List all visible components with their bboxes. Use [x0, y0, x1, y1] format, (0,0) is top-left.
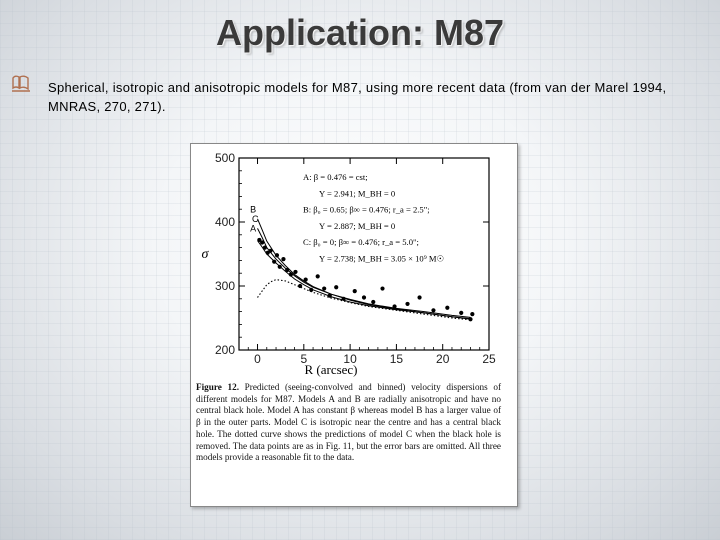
data-point	[417, 295, 421, 299]
y-tick-label: 500	[214, 151, 235, 165]
data-point	[281, 257, 285, 261]
data-point	[468, 317, 472, 321]
data-point	[459, 311, 463, 315]
legend-line: B: β₀ = 0.65; β∞ = 0.476; r_a = 2.5";	[303, 204, 430, 215]
slide-title: Application: M87	[215, 12, 505, 53]
legend-line: A: β = 0.476 = cst;	[303, 172, 368, 182]
data-point	[470, 312, 474, 316]
x-tick-label: 10	[343, 352, 357, 366]
data-point	[260, 240, 264, 244]
x-tick-label: 5	[300, 352, 308, 366]
data-point	[263, 246, 267, 250]
y-tick-label: 300	[214, 279, 235, 293]
curve-label-c: C	[251, 214, 259, 224]
data-point	[268, 249, 272, 253]
data-point	[380, 286, 384, 290]
data-point	[293, 270, 297, 274]
x-tick-label: 15	[389, 352, 404, 366]
caption-text: Predicted (seeing-convolved and binned) velocity dispersions of different models for M87. Models A and B are radially anisotropic and have no central black hole. Model A has constant β whereas model B has a larger value of β in the outer parts. Model C is isotropic near the centre and has a central black hole. The dotted curve shows the predictions of model C when the black hole is removed. The data points are as in Fig. 11, but the error bars are omitted. All three models provide a reasonable fit to the data.	[196, 382, 502, 463]
legend-line: Υ = 2.941; M_BH = 0	[319, 188, 396, 199]
data-point	[353, 289, 357, 293]
x-axis-title: R (arcsec)	[304, 362, 358, 377]
data-point	[334, 285, 338, 289]
figure-panel	[190, 143, 518, 507]
legend-line: Υ = 2.738; M_BH = 3.05 × 10⁹ M☉	[319, 253, 445, 264]
data-point	[342, 297, 346, 301]
data-point	[405, 302, 409, 306]
data-point	[316, 274, 320, 278]
data-point	[298, 284, 302, 288]
y-axis-title: σ	[201, 247, 209, 262]
data-point	[371, 300, 375, 304]
data-point	[309, 288, 313, 292]
y-tick-label: 200	[214, 343, 235, 357]
model-curve-a	[258, 241, 471, 319]
data-point	[445, 306, 449, 310]
velocity-dispersion-chart	[191, 144, 517, 380]
y-tick-label: 400	[214, 215, 235, 229]
model-curve-b	[258, 219, 471, 318]
x-tick-label: 20	[436, 352, 450, 366]
bullet-icon	[10, 74, 36, 94]
data-point	[304, 278, 308, 282]
bullet-text: Spherical, isotropic and anisotropic models for M87, using more recent data (from van der Marel 1994, MNRAS, 270, 271).	[48, 80, 667, 114]
legend-line: Υ = 2.887; M_BH = 0	[319, 220, 396, 231]
data-point	[362, 295, 366, 299]
data-point	[392, 304, 396, 308]
data-point	[272, 260, 276, 264]
legend-line: C: β₀ = 0; β∞ = 0.476; r_a = 5.0";	[303, 237, 419, 248]
curve-label-a: A	[250, 223, 257, 234]
data-point	[322, 286, 326, 290]
data-point	[289, 272, 293, 276]
x-tick-label: 25	[482, 352, 496, 366]
data-point	[275, 253, 279, 257]
data-point	[328, 294, 332, 298]
data-point	[278, 265, 282, 269]
x-tick-label: 0	[254, 352, 261, 366]
caption-label: Figure 12.	[196, 382, 239, 392]
figure-caption	[196, 382, 501, 464]
curve-label-b: B	[250, 204, 257, 215]
data-point	[285, 268, 289, 272]
data-point	[431, 308, 435, 312]
